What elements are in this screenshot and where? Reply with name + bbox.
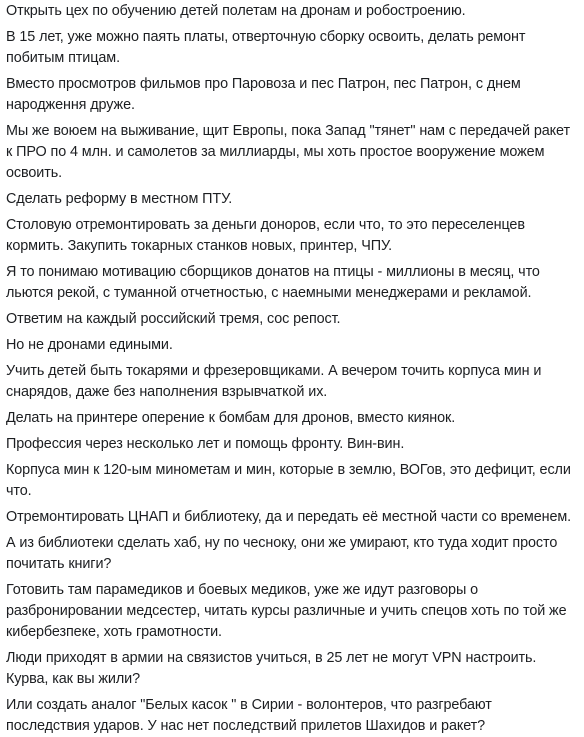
post-paragraph: Люди приходят в армии на связистов учиться, в 25 лет не могут VPN настроить. Курва, как вы жили?	[6, 650, 537, 687]
post-paragraph: Или создать аналог "Белых касок " в Сирии - волонтеров, что разгребают последствия ударов. У нас нет последствий прилетов Шахидов и ракет?	[6, 697, 492, 734]
post-paragraph: Делать на принтере оперение к бомбам для дронов, вместо киянок.	[6, 410, 456, 426]
post-paragraph: Мы же воюем на выживание, щит Европы, пока Запад "тянет" нам с передачей ракет к ПРО по 4 млн. и самолетов за миллиарды, мы хоть простое вооружение можем освоить.	[6, 123, 570, 181]
post-paragraph: Готовить там парамедиков и боевых медиков, уже же идут разговоры о разбронировании медсестер, читать курсы различные и учить спецов хоть по той же кибербезпеке, хоть грамотности.	[6, 582, 567, 640]
post-paragraph: Но не дронами едиными.	[6, 337, 173, 353]
post-paragraph: Учить детей быть токарями и фрезеровщиками. А вечером точить корпуса мин и снарядов, даже без наполнения взрывчаткой их.	[6, 363, 542, 400]
post-paragraph: Профессия через несколько лет и помощь фронту. Вин-вин.	[6, 436, 405, 452]
post-paragraph: Столовую отремонтировать за деньги доноров, если что, то это переселенцев кормить. Закупить токарных станков новых, принтер, ЧПУ.	[6, 217, 525, 254]
post-paragraph: Отремонтировать ЦНАП и библиотеку, да и передать её местной части со временем.	[6, 509, 572, 525]
post-paragraph: Открыть цех по обучению детей полетам на дронам и робостроению.	[6, 3, 466, 19]
post-paragraph: А из библиотеки сделать хаб, ну по чесноку, они же умирают, кто туда ходит просто почитать книги?	[6, 535, 558, 572]
post-body	[0, 1, 584, 737]
post-paragraph: В 15 лет, уже можно паять платы, отверточную сборку освоить, делать ремонт побитым птицам.	[6, 29, 526, 66]
post-paragraph: Сделать реформу в местном ПТУ.	[6, 191, 233, 207]
post-paragraph: Я то понимаю мотивацию сборщиков донатов на птицы - миллионы в месяц, что льются рекой, с туманной отчетностью, с наемными менеджерами и рекламой.	[6, 264, 540, 301]
post-paragraph: Корпуса мин к 120-ым минометам и мин, которые в землю, ВОГов, это дефицит, если что.	[6, 462, 571, 499]
post-paragraph: Ответим на каждый российский тремя, сос репост.	[6, 311, 341, 327]
post-paragraph: Вместо просмотров фильмов про Паровоза и пес Патрон, пес Патрон, с днем народження друже.	[6, 76, 521, 113]
